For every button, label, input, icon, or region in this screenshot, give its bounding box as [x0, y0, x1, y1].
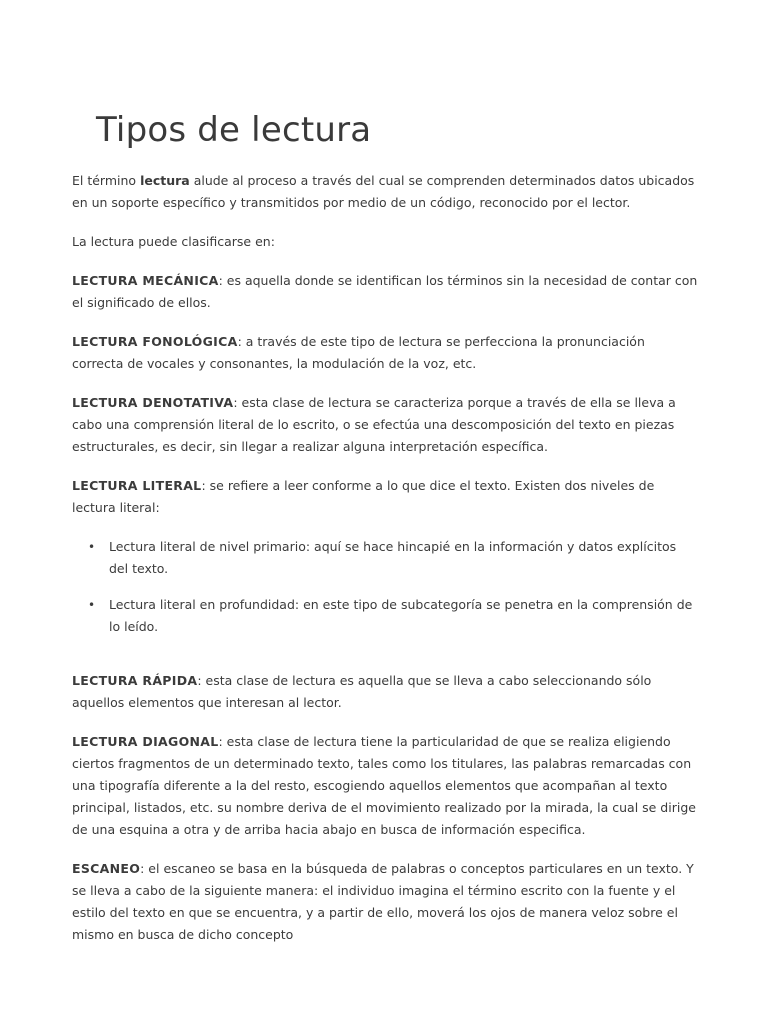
denotativa-term: LECTURA DENOTATIVA	[72, 395, 234, 410]
fonologica-term: LECTURA FONOLÓGICA	[72, 334, 238, 349]
rapida-term: LECTURA RÁPIDA	[72, 673, 198, 688]
rapida-text: : esta clase de lectura es aquella que se lleva a cabo seleccionando sólo aquellos elementos que interesan al lector.	[72, 673, 652, 710]
denotativa-paragraph	[72, 392, 698, 458]
fonologica-text: : a través de este tipo de lectura se perfecciona la pronunciación correcta de vocales y consonantes, la modulación de la voz, etc.	[72, 334, 645, 371]
fonologica-paragraph	[72, 331, 698, 375]
denotativa-text: : esta clase de lectura se caracteriza porque a través de ella se lleva a cabo una comprensión literal de lo escrito, o se efectúa una descomposición del texto en piezas estructurales, es decir, sin llegar a realizar alguna interpretación específica.	[72, 395, 676, 454]
literal-paragraph	[72, 475, 698, 519]
diagonal-term: LECTURA DIAGONAL	[72, 734, 219, 749]
rapida-paragraph	[72, 670, 698, 714]
intro-text-end: alude al proceso a través del cual se comprenden determinados datos ubicados en un soporte específico y transmitidos por medio de un código, reconocido por el lector.	[72, 173, 695, 210]
page-title: Tipos de lectura	[96, 110, 372, 150]
literal-text: : se refiere a leer conforme a lo que dice el texto. Existen dos niveles de lectura literal:	[72, 478, 655, 515]
intro-text-start: El término	[72, 173, 141, 188]
mecanica-paragraph	[72, 270, 698, 314]
classify-paragraph: La lectura puede clasificarse en:	[72, 234, 275, 249]
intro-keyword: lectura	[140, 173, 190, 188]
mecanica-text: : es aquella donde se identifican los términos sin la necesidad de contar con el significado de ellos.	[72, 273, 698, 310]
diagonal-text: : esta clase de lectura tiene la particularidad de que se realiza eligiendo ciertos fragmentos de un determinado texto, tales como los titulares, las palabras remarcadas con una tipografía diferente a la del resto, escogiendo aquellos elementos que acompañan al texto principal, listados, etc. su nombre deriva de el movimiento realizado por la mirada, la cual se dirige de una esquina a otra y de arriba hacia abajo en busca de información especifica.	[72, 734, 696, 837]
list-item: • Lectura literal en profundidad: en este tipo de subcategoría se penetra en la comprensión de lo leído.	[109, 594, 698, 638]
list-item: • Lectura literal de nivel primario: aquí se hace hincapié en la información y datos explícitos del texto.	[109, 536, 698, 580]
escaneo-text: : el escaneo se basa en la búsqueda de palabras o conceptos particulares en un texto. Y se lleva a cabo de la siguiente manera: el individuo imagina el término escrito con la fuente y el estilo del texto en que se encuentra, y a partir de ello, moverá los ojos de manera veloz sobre el mismo en busca de dicho concepto	[72, 861, 694, 942]
literal-term: LECTURA LITERAL	[72, 478, 202, 493]
document-body	[72, 170, 698, 963]
mecanica-term: LECTURA MECÁNICA	[72, 273, 219, 288]
escaneo-paragraph	[72, 858, 698, 946]
escaneo-term: ESCANEO	[72, 861, 141, 876]
literal-levels-list	[72, 536, 698, 638]
diagonal-paragraph	[72, 731, 698, 841]
intro-paragraph	[72, 170, 698, 214]
